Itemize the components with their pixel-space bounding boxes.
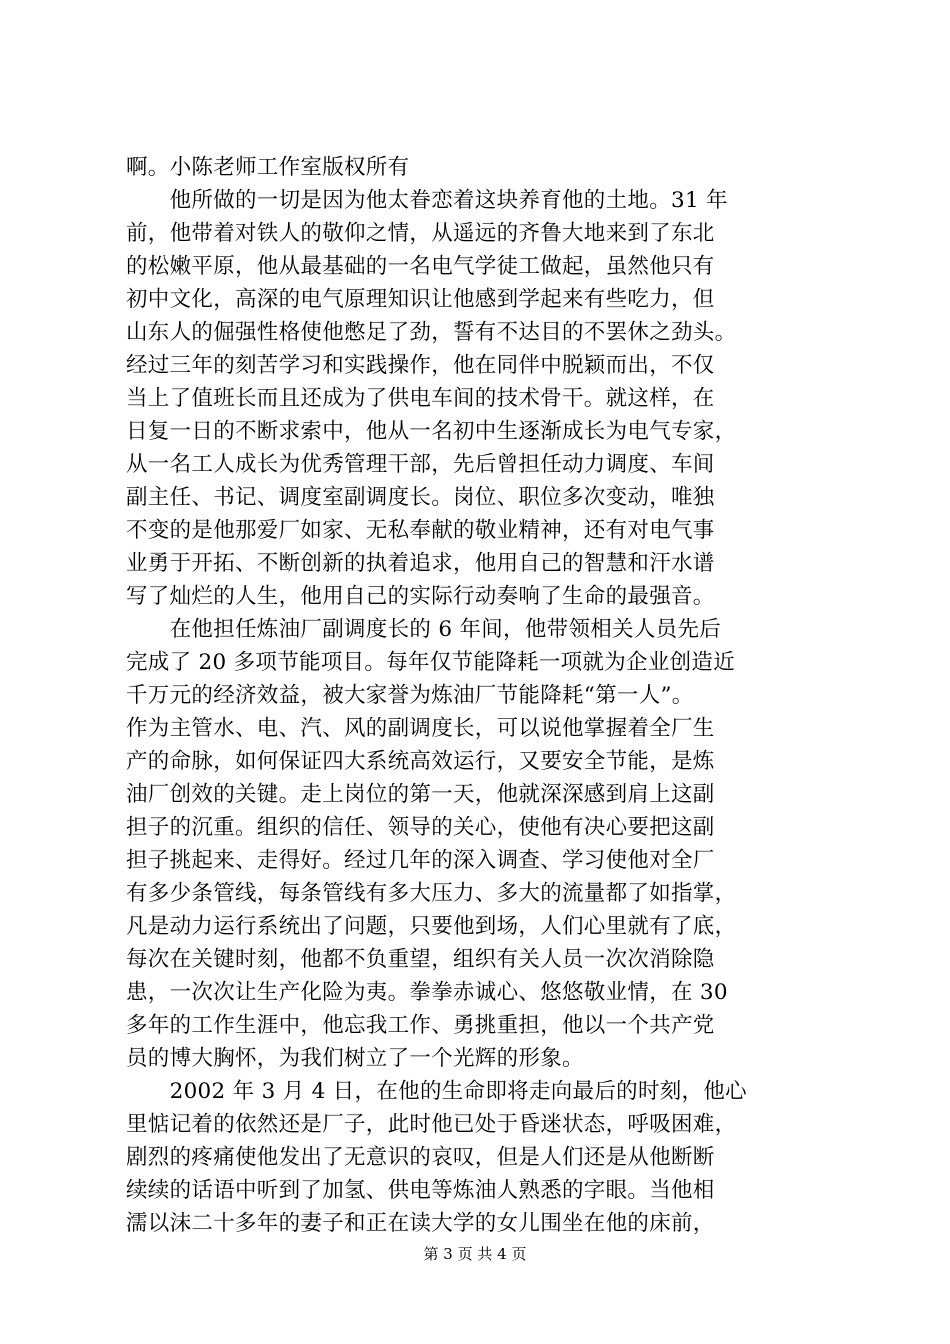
text-line: 在他担任炼油厂副调度长的 6 年间，他带领相关人员先后 bbox=[126, 617, 722, 642]
text-line: 经过三年的刻苦学习和实践操作，他在同伴中脱颖而出，不仅 bbox=[126, 353, 715, 378]
body-text bbox=[126, 151, 831, 1240]
text-line: 产的命脉，如何保证四大系统高效运行，又要安全节能，是炼 bbox=[126, 749, 715, 774]
text-line: 前，他带着对铁人的敬仰之情，从遥远的齐鲁大地来到了东北 bbox=[126, 221, 715, 246]
text-line: 患，一次次让生产化险为夷。拳拳赤诚心、悠悠敬业情，在 30 bbox=[126, 980, 728, 1005]
text-line: 完成了 20 多项节能项目。每年仅节能降耗一项就为企业创造近 bbox=[126, 650, 736, 675]
text-line: 的松嫩平原，他从最基础的一名电气学徒工做起，虽然他只有 bbox=[126, 254, 715, 279]
text-line: 写了灿烂的人生，他用自己的实际行动奏响了生命的最强音。 bbox=[126, 584, 715, 609]
text-line: 凡是动力运行系统出了问题，只要他到场，人们心里就有了底， bbox=[126, 914, 737, 939]
text-line: 里惦记着的依然还是厂子，此时他已处于昏迷状态，呼吸困难， bbox=[126, 1112, 737, 1137]
text-line: 担子挑起来、走得好。经过几年的深入调查、学习使他对全厂 bbox=[126, 848, 715, 873]
text-line: 剧烈的疼痛使他发出了无意识的哀叹，但是人们还是从他断断 bbox=[126, 1145, 715, 1170]
text-line: 日复一日的不断求索中，他从一名初中生逐渐成长为电气专家， bbox=[126, 419, 737, 444]
text-line: 2002 年 3 月 4 日，在他的生命即将走向最后的时刻，他心 bbox=[126, 1079, 747, 1104]
text-line: 作为主管水、电、汽、风的副调度长，可以说他掌握着全厂生 bbox=[126, 716, 715, 741]
text-line: 油厂创效的关键。走上岗位的第一天，他就深深感到肩上这副 bbox=[126, 782, 715, 807]
page-footer: 第 3 页 共 4 页 bbox=[423, 1245, 527, 1263]
text-line: 从一名工人成长为优秀管理干部，先后曾担任动力调度、车间 bbox=[126, 452, 715, 477]
text-line: 业勇于开拓、不断创新的执着追求，他用自己的智慧和汗水谱 bbox=[126, 551, 715, 576]
text-line: 副主任、书记、调度室副调度长。岗位、职位多次变动，唯独 bbox=[126, 485, 715, 510]
text-line: 员的博大胸怀，为我们树立了一个光辉的形象。 bbox=[126, 1046, 584, 1071]
text-line: 担子的沉重。组织的信任、领导的关心，使他有决心要把这副 bbox=[126, 815, 715, 840]
text-line: 千万元的经济效益，被大家誉为炼油厂节能降耗“第一人”。 bbox=[126, 683, 694, 708]
text-line: 濡以沫二十多年的妻子和正在读大学的女儿围坐在他的床前， bbox=[126, 1211, 715, 1236]
text-line: 初中文化，高深的电气原理知识让他感到学起来有些吃力，但 bbox=[126, 287, 715, 312]
text-line: 有多少条管线，每条管线有多大压力、多大的流量都了如指掌， bbox=[126, 881, 737, 906]
text-line: 每次在关键时刻，他都不负重望，组织有关人员一次次消除隐 bbox=[126, 947, 715, 972]
text-line: 当上了值班长而且还成为了供电车间的技术骨干。就这样，在 bbox=[126, 386, 715, 411]
text-line: 续续的话语中听到了加氢、供电等炼油人熟悉的字眼。当他相 bbox=[126, 1178, 715, 1203]
text-line: 不变的是他那爱厂如家、无私奉献的敬业精神，还有对电气事 bbox=[126, 518, 715, 543]
text-line: 啊。小陈老师工作室版权所有 bbox=[126, 155, 410, 180]
text-line: 他所做的一切是因为他太眷恋着这块养育他的土地。31 年 bbox=[126, 188, 728, 213]
text-line: 山东人的倔强性格使他憋足了劲，誓有不达目的不罢休之劲头。 bbox=[126, 320, 737, 345]
text-line: 多年的工作生涯中，他忘我工作、勇挑重担，他以一个共产党 bbox=[126, 1013, 715, 1038]
